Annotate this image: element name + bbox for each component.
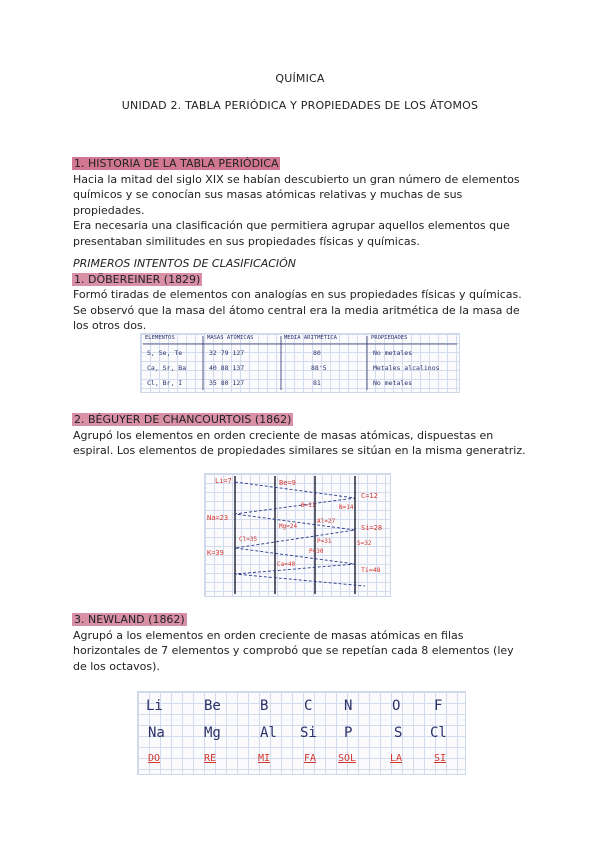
spiral-label: C=12	[361, 492, 378, 500]
octave-element: Mg	[204, 725, 221, 741]
octave-note: RE	[204, 753, 217, 764]
spiral-label: S=32	[357, 540, 372, 547]
table-cell: 80	[313, 349, 321, 357]
dobereiner-text: Formó tiradas de elementos con analogías en sus propiedades físicas y químicas. Se observó que la masa del átomo central era la media aritmética de la masa de los otros dos.	[73, 288, 522, 332]
octave-element: S	[394, 725, 403, 741]
spiral-label: P=30	[309, 548, 324, 555]
table-cell: No metales	[373, 349, 413, 357]
table-header-elements: ELEMENTOS	[145, 335, 175, 341]
spiral-label: P=31	[317, 538, 332, 545]
octave-element: Li	[146, 698, 163, 714]
chancourtois-spiral-image	[204, 473, 391, 597]
table-header-properties: PROPIEDADES	[371, 335, 408, 341]
octave-element: N	[344, 698, 353, 714]
octave-note: LA	[390, 753, 403, 764]
newland-octaves-image	[137, 691, 466, 775]
spiral-label: Al=27	[317, 518, 336, 525]
table-cell: 35 80 127	[209, 379, 245, 387]
table-header-masses: MASAS ATÓMICAS	[207, 335, 254, 341]
spiral-label: B=11	[301, 502, 316, 509]
table-cell: Cl, Br, I	[147, 379, 183, 387]
chancourtois-text: Agrupó los elementos en orden creciente de masas atómicas, dispuestas en espiral. Los elementos de propiedades similares se sitúan en la misma generatriz.	[73, 428, 526, 457]
section-heading-history: 1. HISTORIA DE LA TABLA PERIÓDICA	[74, 157, 279, 170]
spiral-label: N=14	[339, 504, 354, 511]
octave-note: MI	[258, 753, 271, 764]
attempts-label: PRIMEROS INTENTOS DE CLASIFICACIÓN	[73, 257, 297, 270]
octave-note: SOL	[338, 753, 357, 764]
octave-element: Be	[204, 698, 221, 714]
spiral-label: Ca=40	[277, 561, 296, 568]
octave-element: Si	[300, 725, 317, 741]
octave-element: C	[304, 698, 313, 714]
newland-heading: 3. NEWLAND (1862)	[74, 613, 185, 626]
spiral-label: K=39	[207, 549, 224, 557]
table-cell: 40 88 137	[209, 364, 245, 372]
spiral-label: Li=7	[215, 477, 232, 485]
spiral-label: Mg=24	[279, 523, 298, 530]
table-cell: S, Se, Te	[147, 349, 183, 357]
table-cell: 32 79 127	[209, 349, 245, 357]
spiral-label: Be=9	[279, 479, 296, 487]
octave-element: Al	[260, 725, 277, 741]
table-cell: Ca, Sr, Ba	[147, 364, 187, 372]
octave-element: Na	[148, 725, 165, 741]
section-history	[73, 156, 528, 249]
octave-element: F	[434, 698, 443, 714]
octave-element: P	[344, 725, 353, 741]
history-paragraph-2: Era necesaria una clasificación que permitiera agrupar aquellos elementos que presentaban similitudes en sus propiedades físicas y químicas.	[73, 219, 510, 248]
table-cell: 88'5	[311, 364, 327, 372]
section-dobereiner	[73, 256, 528, 334]
dobereiner-table-image	[140, 333, 460, 393]
section-newland	[73, 612, 528, 674]
table-cell: 81	[313, 379, 321, 387]
subject-title: QUÍMICA	[275, 72, 325, 85]
table-header-mean: MEDIA ARITMÉTICA	[284, 335, 337, 341]
spiral-label: Ti=48	[361, 566, 381, 574]
octave-element: O	[392, 698, 401, 714]
unit-title: UNIDAD 2. TABLA PERIÓDICA Y PROPIEDADES DE LOS ÁTOMOS	[121, 99, 479, 112]
section-chancourtois	[73, 412, 528, 459]
octave-note: DO	[148, 753, 161, 764]
spiral-label: Si=28	[361, 524, 383, 532]
octave-note: SI	[434, 753, 447, 764]
octave-element: Cl	[430, 725, 447, 741]
dobereiner-heading: 1. DÖBEREINER (1829)	[74, 272, 201, 286]
history-paragraph-1: Hacia la mitad del siglo XIX se habían descubierto un gran número de elementos químicos y se conocían sus masas atómicas relativas y muchas de sus propiedades.	[73, 172, 520, 217]
spiral-label: Na=23	[207, 514, 229, 522]
octave-note: FA	[304, 753, 317, 764]
newland-text: Agrupó a los elementos en orden creciente de masas atómicas en filas horizontales de 7 elementos y comprobó que se repetían cada 8 elementos (ley de los octavos).	[73, 628, 514, 673]
spiral-label: Cl=35	[239, 536, 258, 543]
table-cell: Metales alcalinos	[373, 364, 440, 372]
table-cell: No metales	[373, 379, 413, 387]
chancourtois-heading: 2. BÉGUYER DE CHANCOURTOIS (1862)	[74, 413, 292, 426]
octave-element: B	[260, 698, 269, 714]
